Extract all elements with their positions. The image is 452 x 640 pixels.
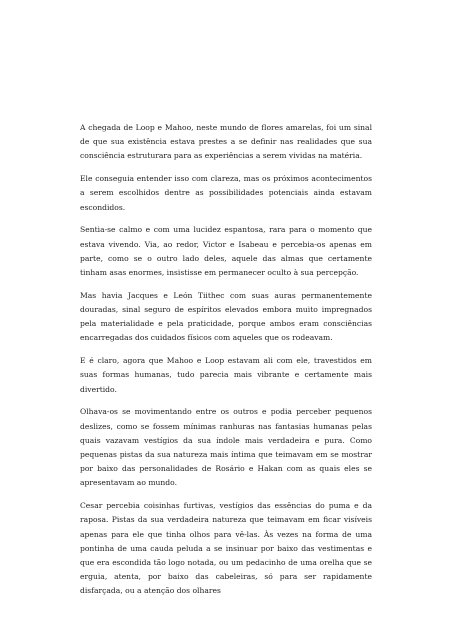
paragraph-6: Olhava-os se movimentando entre os outros e podia perceber pequenos deslizes, como se fossem mínimas ranhuras nas fantasias humanas pelas quais vazavam vestígios da sua índole mais verdadeira e pura. Como pequenas pistas da sua natureza mais íntima que teimavam em se mostrar por baixo das personalidades de Rosário e Hakan com as quais eles se apresentavam ao mundo.: [80, 407, 372, 488]
paragraph-1: A chegada de Loop e Mahoo, neste mundo de flores amarelas, foi um sinal de que sua existência estava prestes a se definir nas realidades que sua consciência estruturara para as experiências a serem vividas na matéria.: [80, 123, 372, 161]
body-text: [80, 121, 372, 607]
paragraph-2: Ele conseguia entender isso com clareza, mas os próximos acontecimentos a serem escolhidos dentre as possibilidades potenciais ainda estavam escondidos.: [80, 174, 372, 212]
paragraph-4: Mas havia Jacques e León Tiithec com suas auras permanentemente douradas, sinal seguro de espíritos elevados embora muito impregnados pela materialidade e pela praticidade, porque ambos eram consciências encarregadas dos cuidados físicos com aqueles que os rodeavam.: [80, 290, 372, 343]
paragraph-5: E é claro, agora que Mahoo e Loop estavam ali com ele, travestidos em suas formas humanas, tudo parecia mais vibrante e certamente mais divertido.: [80, 356, 372, 394]
paragraph-3: Sentia-se calmo e com uma lucidez espantosa, rara para o momento que estava vivendo. Via, ao redor, Victor e Isabeau e percebia-os apenas em parte, como se o outro lado deles, aquele das almas que certamente tinham asas enormes, insistisse em permanecer oculto à sua percepção.: [80, 225, 372, 278]
paragraph-7: Cesar percebia coisinhas furtivas, vestígios das essências do puma e da raposa. Pistas da sua verdadeira natureza que teimavam em ficar visíveis apenas para ele que tinha olhos para vê-las. Às vezes na forma de uma pontinha de uma cauda peluda a se insinuar por baixo das vestimentas e que era escondida tão logo notada, ou um pedacinho de uma orelha que se erguia, atenta, por baixo das cabeleiras, só para ser rapidamente disfarçada, ou a atenção dos olhares: [80, 501, 372, 596]
